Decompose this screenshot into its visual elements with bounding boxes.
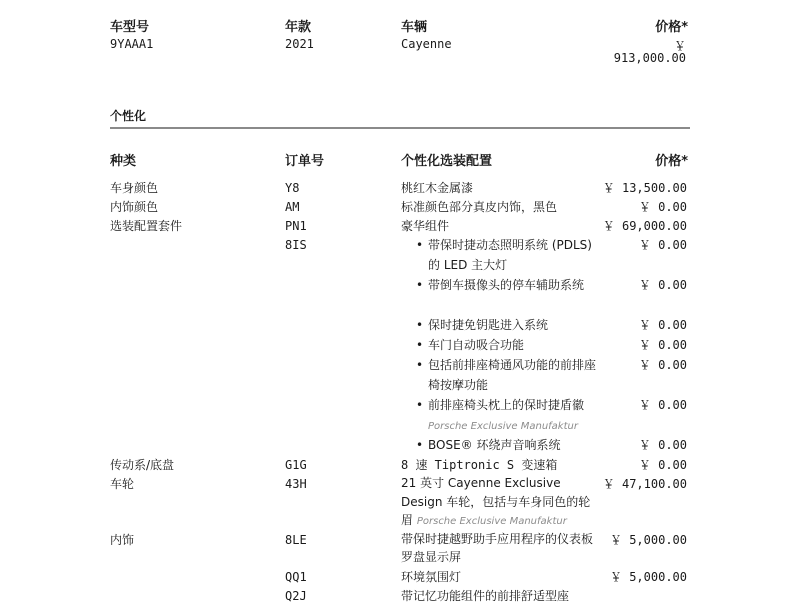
row-category: 选装配置套件: [110, 219, 183, 233]
exclusive-tag: Porsche Exclusive Manufaktur: [416, 516, 567, 527]
row-desc: 环境氛围灯: [401, 570, 462, 584]
package-item-label: 车门自动吸合功能: [428, 338, 525, 352]
row-price: ￥ 0.00: [638, 318, 687, 332]
row-price: ￥ 69,000.00: [602, 219, 687, 233]
row-category: 车身颜色: [110, 181, 159, 195]
col-category-header: 种类: [110, 154, 137, 169]
exclusive-tag: Porsche Exclusive Manufaktur: [428, 421, 578, 432]
model-code: 9YAAA1: [110, 37, 154, 51]
row-price: ￥ 5,000.00: [609, 570, 687, 584]
row-price: ￥ 0.00: [638, 438, 687, 452]
section-title: 个性化: [110, 109, 147, 123]
row-price: ￥ 13,500.00: [602, 181, 687, 195]
row-code: QQ1: [285, 570, 307, 584]
row-code: Q2J: [285, 589, 307, 603]
row-price: ￥ 5,000.00: [609, 533, 687, 547]
package-item: [416, 235, 596, 275]
package-item: [416, 435, 596, 455]
header-price-label: 价格*: [655, 20, 688, 35]
header-vehicle-label: 车辆: [401, 20, 428, 35]
row-desc: 豪华组件: [401, 219, 450, 233]
package-item-label: 包括前排座椅通风功能的前排座椅按摩功能: [428, 358, 597, 392]
row-code: PN1: [285, 219, 307, 233]
package-item-label: 带保时捷动态照明系统 (PDLS) 的 LED 主大灯: [428, 238, 592, 272]
row-price: ￥ 0.00: [638, 238, 687, 252]
bullet-icon: •: [416, 438, 424, 452]
col-config-header: 个性化选装配置: [401, 154, 493, 169]
row-category: 内饰颜色: [110, 200, 159, 214]
package-item-label: 保时捷免钥匙进入系统: [428, 318, 549, 332]
package-item: [416, 395, 596, 437]
bullet-icon: •: [416, 358, 424, 372]
row-desc: 8 速 Tiptronic S 变速箱: [401, 458, 558, 472]
bullet-icon: •: [416, 338, 424, 352]
row-code: 8IS: [285, 238, 307, 252]
row-price: ￥ 0.00: [638, 398, 687, 412]
row-category: 车轮: [110, 477, 135, 491]
package-item: [416, 355, 596, 395]
row-price: ￥ 0.00: [638, 458, 687, 472]
row-code: G1G: [285, 458, 307, 472]
row-category: 内饰: [110, 533, 135, 547]
row-desc: 21 英寸 Cayenne Exclusive Design 车轮，包括与车身同色的轮眉 Porsche Exclusive Manufaktur: [401, 476, 591, 527]
row-desc: 带记忆功能组件的前排舒适型座: [401, 589, 570, 603]
bullet-icon: •: [416, 318, 424, 332]
package-item-label: BOSE® 环绕声音响系统: [428, 438, 561, 452]
row-desc: 标准颜色部分真皮内饰，黑色: [401, 200, 558, 214]
package-item: [416, 335, 596, 355]
row-code: Y8: [285, 181, 300, 195]
col-price-header: 价格*: [655, 154, 688, 169]
col-order-header: 订单号: [285, 154, 325, 169]
base-price: 913,000.00: [613, 51, 686, 65]
model-year: 2021: [285, 37, 314, 51]
row-desc: 带保时捷越野助手应用程序的仪表板罗盘显示屏: [401, 532, 594, 564]
vehicle-name: Cayenne: [401, 37, 452, 51]
package-item-label: 带倒车摄像头的停车辅助系统: [428, 278, 585, 292]
row-code: AM: [285, 200, 300, 214]
header-model-label: 车型号: [110, 20, 150, 35]
package-item: [416, 315, 596, 335]
package-item: [416, 275, 596, 295]
bullet-icon: •: [416, 398, 424, 412]
row-desc: 桃红木金属漆: [401, 181, 474, 195]
bullet-icon: •: [416, 238, 424, 252]
section-divider: [110, 127, 690, 129]
row-price: ￥ 47,100.00: [602, 477, 687, 491]
row-price: ￥ 0.00: [638, 200, 687, 214]
currency-symbol: ￥: [673, 39, 686, 53]
row-code: 8LE: [285, 533, 307, 547]
row-price: ￥ 0.00: [638, 358, 687, 372]
header-year-label: 年款: [285, 20, 312, 35]
row-price: ￥ 0.00: [638, 338, 687, 352]
bullet-icon: •: [416, 278, 424, 292]
row-category: 传动系/底盘: [110, 458, 175, 472]
row-price: ￥ 0.00: [638, 278, 687, 292]
package-item-label: 前排座椅头枕上的保时捷盾徽 Porsche Exclusive Manufaktur: [428, 398, 585, 432]
row-code: 43H: [285, 477, 307, 491]
